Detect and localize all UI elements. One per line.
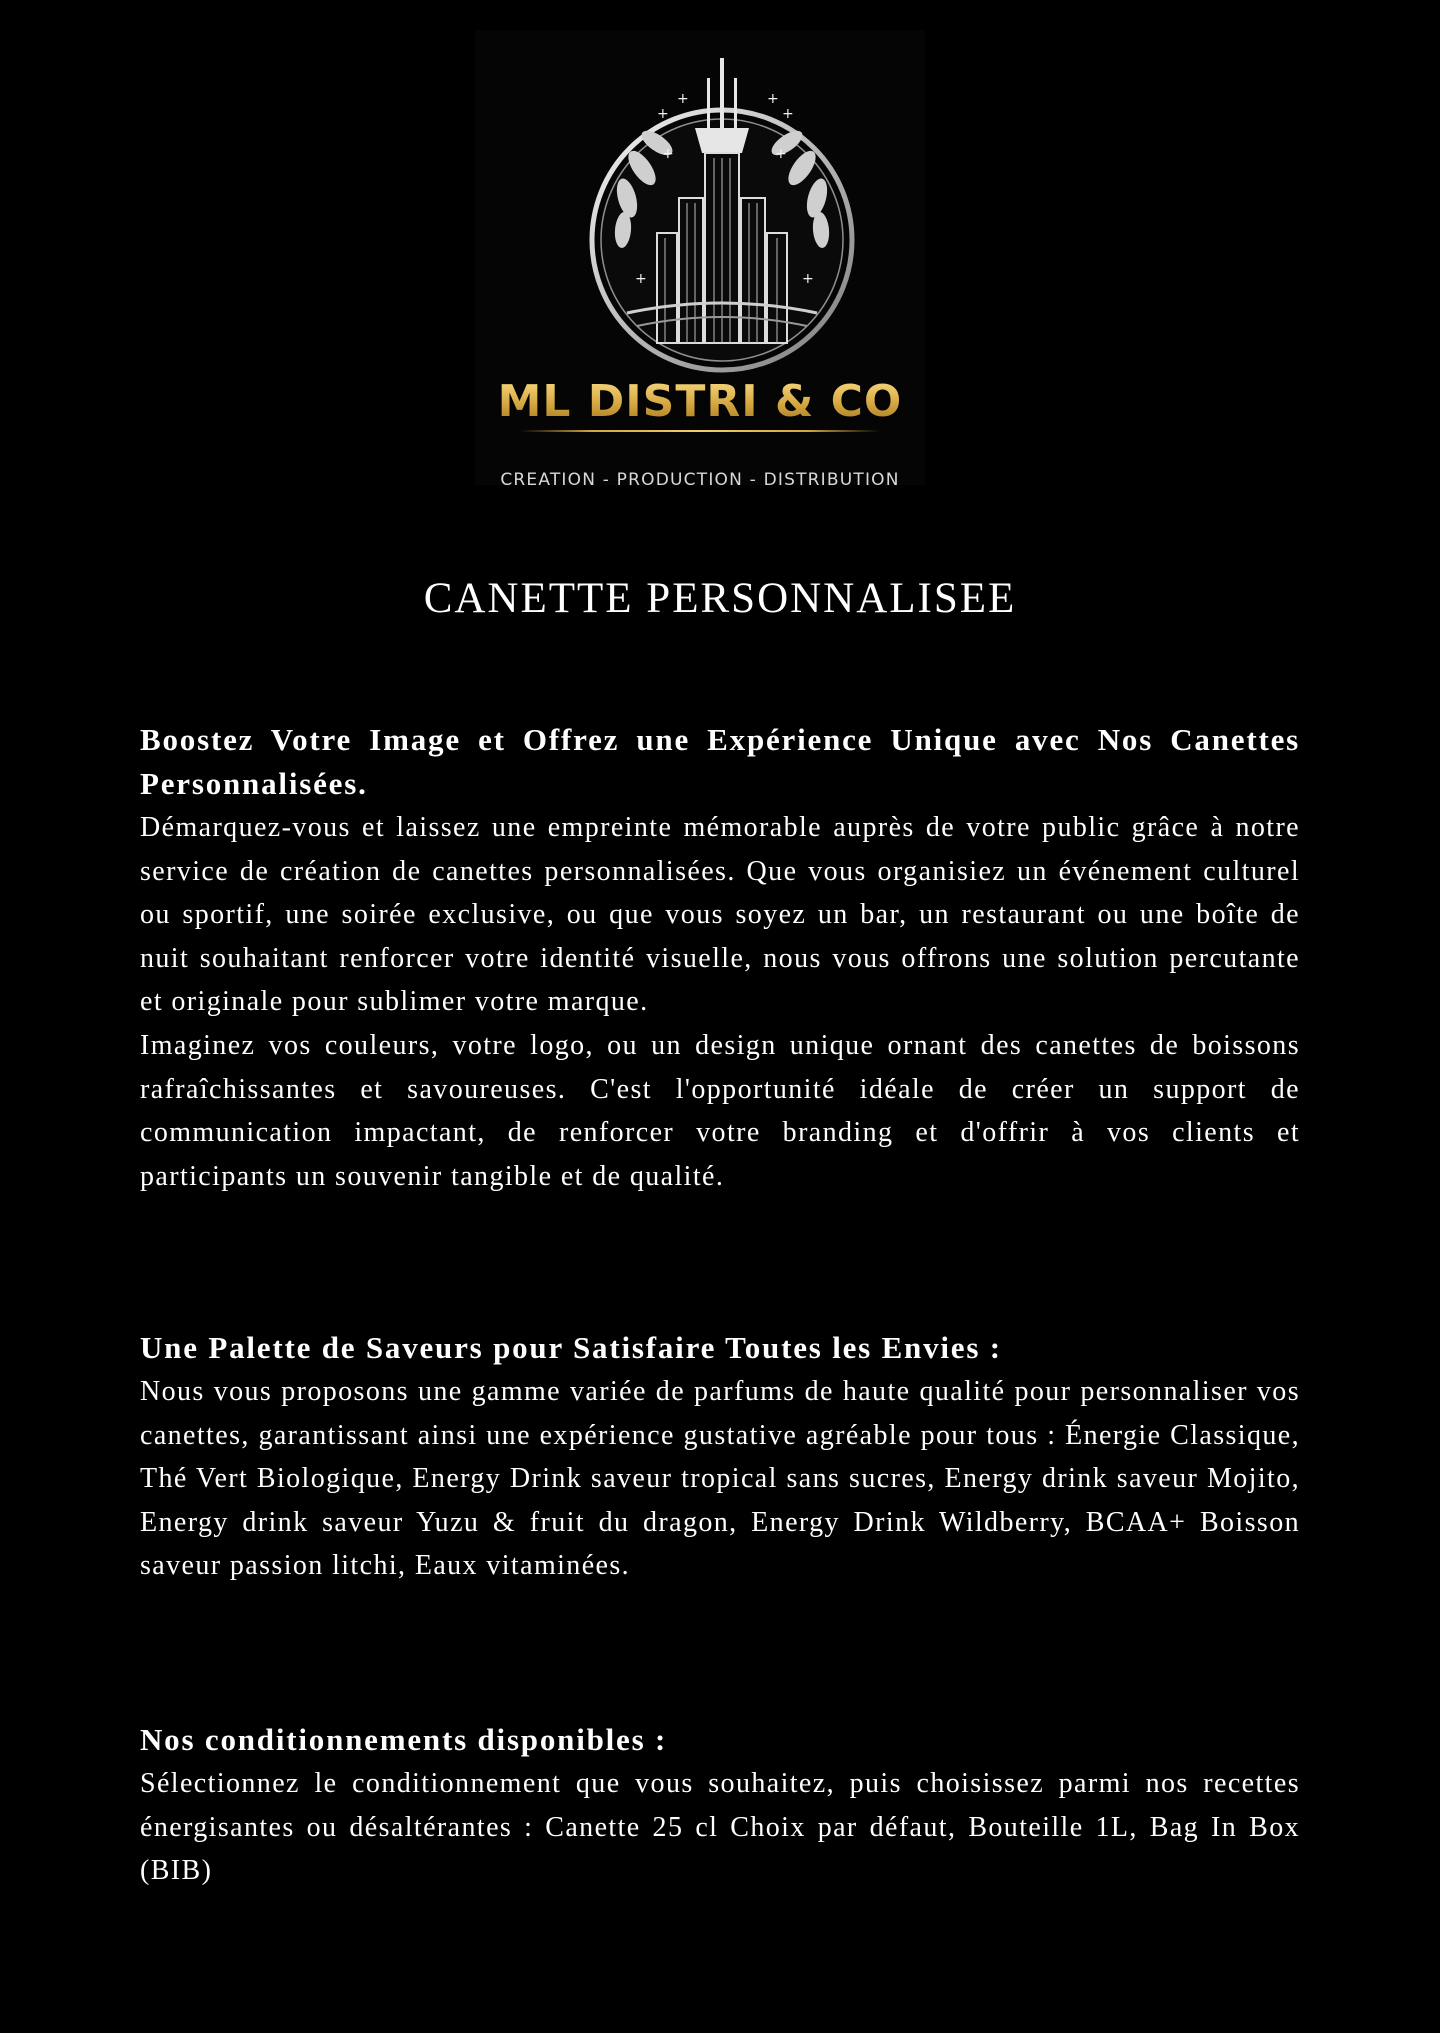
- section-heading: Une Palette de Saveurs pour Satisfaire Toutes les Envies :: [140, 1330, 1002, 1365]
- brand-logo: [475, 30, 925, 490]
- brand-name: ML DISTRI & CO: [475, 380, 925, 424]
- svg-text:+: +: [775, 146, 787, 162]
- section-heading: Nos conditionnements disponibles :: [140, 1722, 668, 1757]
- svg-text:+: +: [677, 91, 689, 107]
- section-flavors: [140, 1326, 1300, 1588]
- page-title: CANETTE PERSONNALISEE: [423, 575, 1017, 622]
- svg-text:+: +: [782, 106, 794, 122]
- section-paragraph: Sélectionnez le conditionnement que vous souhaitez, puis choisissez parmi nos recettes énergisantes ou désaltérantes : Canette 25 cl Choix par défaut, Bouteille 1L, Bag In Box (BIB): [140, 1768, 1300, 1887]
- section-heading: Boostez Votre Image et Offrez une Expérience Unique avec Nos Canettes Personnalisées.: [140, 722, 1300, 801]
- section-paragraph: Imaginez vos couleurs, votre logo, ou un design unique ornant des canettes de boissons rafraîchissantes et savoureuses. C'est l'opportunité idéale de créer un support de communication impactant, de renforcer votre branding et d'offrir à vos clients et participants un souvenir tangible et de qualité.: [140, 1029, 1300, 1192]
- section-packaging: [140, 1718, 1300, 1893]
- svg-text:+: +: [662, 146, 674, 162]
- svg-text:+: +: [635, 271, 647, 287]
- city-skyline-crown-laurel-emblem-icon: [587, 58, 857, 378]
- section-custom-cans: [140, 718, 1300, 1198]
- brand-tagline: CREATION - PRODUCTION - DISTRIBUTION: [500, 470, 900, 490]
- svg-text:+: +: [767, 91, 779, 107]
- svg-text:+: +: [802, 271, 814, 287]
- section-paragraph: Démarquez-vous et laissez une empreinte mémorable auprès de votre public grâce à notre service de création de canettes personnalisées. Que vous organisiez un événement culturel ou sportif, une soirée exclusive, ou que vous soyez un bar, un restaurant ou une boîte de nuit souhaitant renforcer votre identité visuelle, nous vous offrons une solution percutante et originale pour sublimer votre marque.: [140, 812, 1300, 1018]
- svg-text:+: +: [657, 106, 669, 122]
- brand-divider: [520, 430, 880, 432]
- section-paragraph: Nous vous proposons une gamme variée de parfums de haute qualité pour personnaliser vos canettes, garantissant ainsi une expérience gustative agréable pour tous : Énergie Classique, Thé Vert Biologique, Energy Drink saveur tropical sans sucres, Energy drink saveur Mojito, Energy drink saveur Yuzu & fruit du dragon, Energy Drink Wildberry, BCAA+ Boisson saveur passion litchi, Eaux vitaminées.: [140, 1376, 1300, 1582]
